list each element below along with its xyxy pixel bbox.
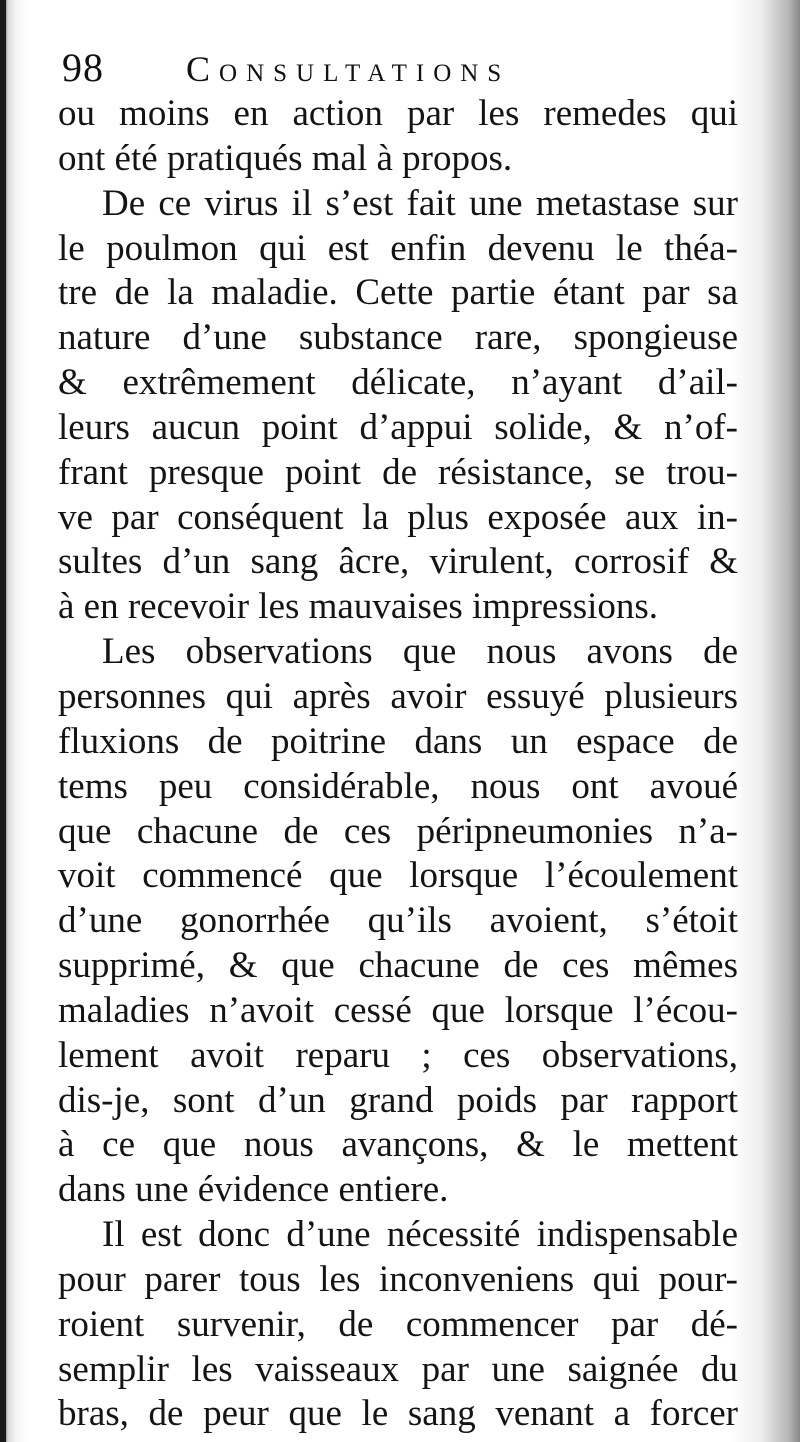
text-line: & extrêmement délicate, n’ayant d’ail-	[58, 362, 738, 404]
text-line: tre de la maladie. Cette partie étant par sa	[58, 272, 738, 314]
text-line: voit commencé que lorsque l’écoulement	[58, 855, 738, 897]
text-line: Les observations que nous avons de	[102, 631, 738, 673]
text-line: d’une gonorrhée qu’ils avoient, s’étoit	[58, 900, 738, 942]
text-line: frant presque point de résistance, se trou-	[58, 451, 738, 493]
text-line: que chacune de ces péripneumonies n’a-	[58, 810, 738, 852]
text-line: lement avoit reparu ; ces observations,	[58, 1034, 738, 1076]
text-line: leurs aucun point d’appui solide, & n’of-	[58, 406, 738, 448]
running-title: Consultations	[186, 49, 511, 89]
text-line: maladies n’avoit cessé que lorsque l’écou-	[58, 989, 738, 1031]
text-line: sultes d’un sang âcre, virulent, corrosif &	[58, 541, 738, 583]
text-line: à ce que nous avançons, & le mettent	[58, 1124, 738, 1166]
text-line: roient survenir, de commencer par dé-	[58, 1303, 738, 1345]
binding-edge	[0, 0, 6, 1442]
body-text	[58, 92, 738, 1437]
text-line: nature d’une substance rare, spongieuse	[58, 317, 738, 359]
text-line: le poulmon qui est enfin devenu le théa-	[58, 227, 738, 269]
page-number: 98	[62, 45, 104, 90]
text-line: semplir les vaisseaux par une saignée du	[58, 1348, 738, 1390]
text-line: bras, de peur que le sang venant a forcer	[58, 1393, 738, 1435]
text-line: ou moins en action par les remedes qui	[58, 93, 738, 134]
text-line: supprimé, & que chacune de ces mêmes	[58, 945, 738, 987]
text-line: fluxions de poitrine dans un espace de	[58, 720, 738, 762]
text-line: tems peu considérable, nous ont avoué	[58, 765, 738, 807]
text-line: De ce virus il s’est fait une metastase sur	[102, 182, 738, 224]
text-line: personnes qui après avoir essuyé plusieurs	[58, 675, 738, 717]
text-line: ve par conséquent la plus exposée aux in-	[58, 496, 738, 538]
text-line: ont été pratiqués mal à propos.	[58, 137, 513, 179]
page-fold-shadow	[760, 0, 800, 1442]
text-line: à en recevoir les mauvaises impressions.	[58, 586, 659, 628]
text-line: dis-je, sont d’un grand poids par rapport	[58, 1079, 738, 1121]
page-header	[62, 40, 742, 100]
text-line: Il est donc d’une nécessité indispensable	[102, 1214, 738, 1256]
text-line: pour parer tous les inconveniens qui pour-	[58, 1258, 738, 1300]
text-line: dans une évidence entiere.	[58, 1169, 449, 1211]
